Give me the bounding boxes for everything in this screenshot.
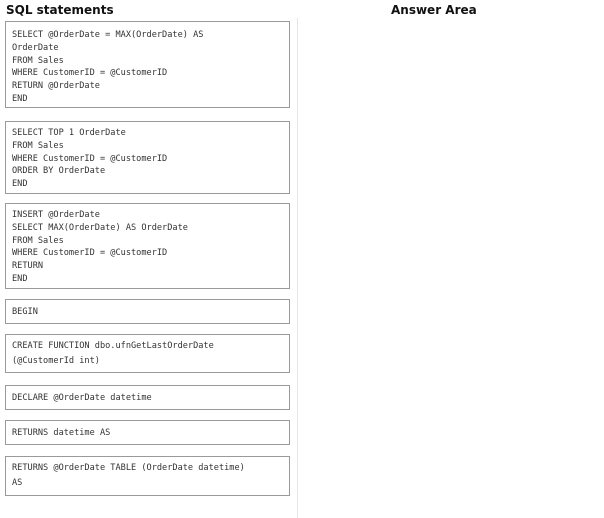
code-line: END [12, 93, 28, 104]
code-line: FROM Sales [12, 235, 64, 246]
code-line: RETURN [12, 261, 44, 272]
code-line: SELECT @OrderDate = MAX(OrderDate) AS [12, 30, 204, 40]
code-line: SELECT MAX(OrderDate) AS OrderDate [12, 222, 188, 233]
code-line: FROM Sales [12, 55, 64, 66]
sql-statement-insert[interactable] [5, 203, 290, 289]
answer-area-header: Answer Area [391, 3, 477, 17]
code-line: WHERE CustomerID = @CustomerID [12, 153, 168, 164]
code-line: WHERE CustomerID = @CustomerID [12, 248, 168, 259]
sql-statement-declare[interactable] [5, 385, 290, 410]
sql-statement-select-top[interactable] [5, 121, 290, 194]
code-line: OrderDate [12, 42, 59, 53]
code-line: ORDER BY OrderDate [12, 166, 106, 177]
sql-statement-returns-table[interactable] [5, 456, 290, 496]
answer-area-drop-zone[interactable] [300, 18, 604, 518]
sql-statements-header: SQL statements [6, 3, 114, 17]
code-line: END [12, 179, 28, 190]
code-line: AS [12, 478, 23, 488]
code-line: DECLARE @OrderDate datetime [12, 393, 152, 403]
code-line: INSERT @OrderDate [12, 210, 100, 220]
code-line: RETURNS datetime AS [12, 428, 111, 438]
code-line: FROM Sales [12, 140, 64, 151]
code-line: RETURN @OrderDate [12, 81, 100, 92]
code-line: SELECT TOP 1 OrderDate [12, 128, 126, 138]
code-line: BEGIN [12, 307, 38, 317]
code-line: WHERE CustomerID = @CustomerID [12, 68, 168, 79]
code-line: (@CustomerId int) [12, 356, 100, 366]
sql-statement-begin[interactable] [5, 299, 290, 324]
sql-statement-returns-datetime[interactable] [5, 420, 290, 445]
code-line: END [12, 273, 28, 284]
code-line: RETURNS @OrderDate TABLE (OrderDate datetime) [12, 463, 245, 473]
code-line: CREATE FUNCTION dbo.ufnGetLastOrderDate [12, 341, 214, 351]
sql-statements-panel [0, 18, 298, 518]
sql-statement-select-max[interactable] [5, 21, 290, 108]
sql-statement-create-function[interactable] [5, 334, 290, 373]
